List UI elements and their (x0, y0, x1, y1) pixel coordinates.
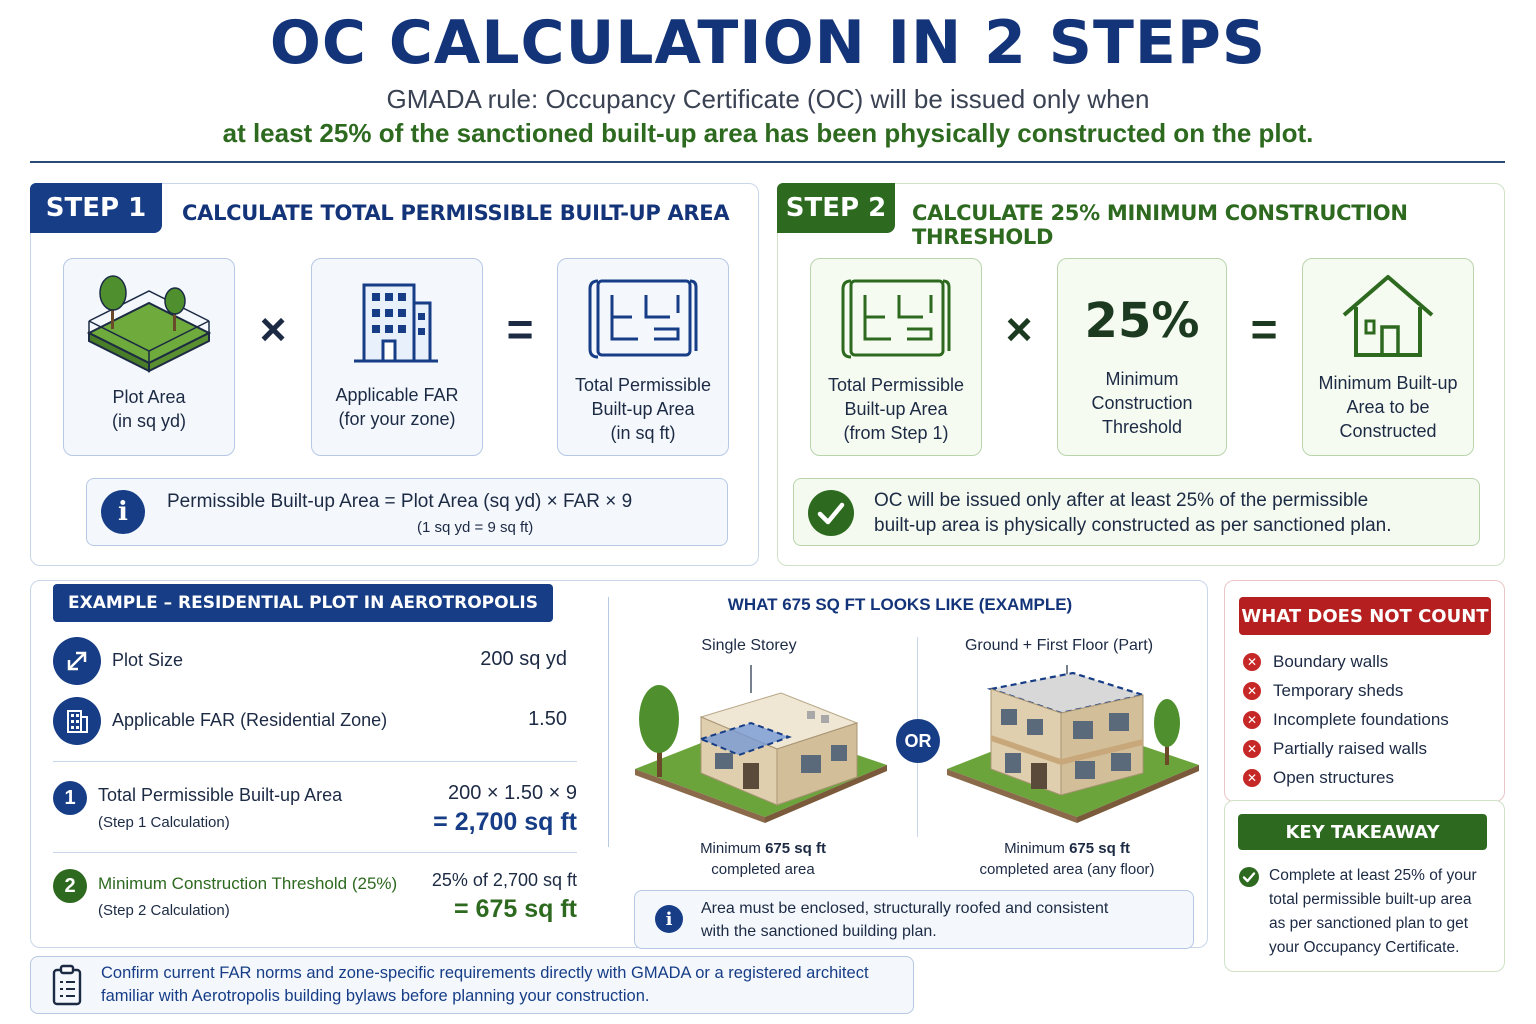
resize-icon (53, 637, 101, 685)
enclosure-note (634, 890, 1194, 949)
far-label: Applicable FAR (for your zone) (335, 385, 459, 429)
example-badge: EXAMPLE – RESIDENTIAL PLOT IN AEROTROPOLIS (53, 584, 553, 622)
calc2-label: Minimum Construction Threshold (25%) (98, 874, 398, 893)
far-box (311, 258, 483, 456)
list-item (1243, 647, 1449, 676)
list-item-label: Temporary sheds (1273, 680, 1404, 700)
minimum-builtup-box (1302, 258, 1474, 456)
page-title: OC CALCULATION IN 2 STEPS (269, 8, 1267, 78)
list-item-label: Incomplete foundations (1273, 709, 1449, 729)
footer-note (30, 956, 914, 1014)
visual-title: WHAT 675 SQ FT LOOKS LIKE (EXAMPLE) (727, 595, 1073, 614)
oc-note-line1: OC will be issued only after at least 25% of the permissible (874, 490, 1369, 511)
example-divider (53, 852, 577, 853)
list-item (1243, 763, 1449, 792)
calc1-label: Total Permissible Built-up Area (98, 785, 343, 805)
x-icon: ✕ (1243, 711, 1261, 729)
list-item-label: Boundary walls (1273, 651, 1389, 671)
multiply-operator: × (259, 303, 287, 355)
equals-operator: = (1250, 303, 1278, 355)
calc1-sub: (Step 1 Calculation) (98, 814, 230, 831)
list-item-label: Partially raised walls (1273, 738, 1427, 758)
far-row-label: Applicable FAR (Residential Zone) (112, 710, 388, 730)
list-item (1243, 734, 1449, 763)
section-divider (608, 597, 609, 847)
plot-size-value: 200 sq yd (480, 648, 567, 670)
plot-size-label: Plot Size (112, 650, 184, 670)
takeaway-text (1269, 864, 1477, 960)
caption-prefix: Minimum (1004, 840, 1070, 857)
oc-note-line2: built-up area is physically constructed as per sanctioned plan. (874, 515, 1392, 536)
footer-line2: familiar with Aerotropolis building bylaws before planning your construction. (101, 987, 650, 1005)
step2-panel (777, 183, 1505, 566)
far-row-value: 1.50 (528, 708, 567, 730)
check-circle-icon (1239, 867, 1259, 887)
blueprint-icon (841, 273, 951, 361)
info-icon: i (101, 490, 145, 534)
calc2-result: = 675 sq ft (454, 895, 577, 923)
takeaway-panel (1224, 800, 1505, 972)
clipboard-icon (51, 964, 83, 1006)
caption-line2: completed area (711, 861, 815, 878)
takeaway-title: KEY TAKEAWAY (1238, 814, 1487, 850)
caption-line2: completed area (any floor) (979, 861, 1155, 878)
building-icon (53, 697, 101, 745)
example-divider (53, 761, 577, 762)
example-panel (30, 580, 1208, 948)
total-permissible-box (557, 258, 729, 456)
oc-issue-note (793, 478, 1480, 546)
threshold-box (1057, 258, 1227, 456)
subtitle-threshold: at least 25% of the sanctioned built-up area has been physically constructed on the plot. (222, 118, 1314, 148)
takeaway-line: as per sanctioned plan to get (1269, 915, 1469, 932)
enclosure-note-line1: Area must be enclosed, structurally roofed and consistent (701, 900, 1109, 917)
house-icon (1338, 271, 1438, 361)
total-permissible-label: Total Permissible Built-up Area (in sq ft) (574, 375, 712, 443)
calc2-expression: 25% of 2,700 sq ft (431, 870, 577, 890)
single-storey-caption (651, 838, 875, 880)
calc1-result: = 2,700 sq ft (433, 808, 577, 836)
or-badge: OR (896, 719, 940, 763)
check-circle-icon (808, 490, 854, 536)
not-count-title: WHAT DOES NOT COUNT (1239, 597, 1491, 635)
equals-operator: = (506, 303, 534, 355)
x-icon: ✕ (1243, 740, 1261, 758)
step2-badge: STEP 2 (777, 183, 895, 233)
list-item-label: Open structures (1273, 767, 1394, 787)
takeaway-line: Complete at least 25% of your (1269, 867, 1477, 884)
calc1-number: 1 (53, 781, 87, 815)
multiply-operator: × (1005, 303, 1033, 355)
blueprint-icon (588, 273, 698, 361)
plot-icon (79, 273, 219, 373)
step2-title: CALCULATE 25% MINIMUM CONSTRUCTION THRESHOLD (912, 201, 1408, 249)
calc1-expression: 200 × 1.50 × 9 (447, 782, 577, 804)
building-icon (352, 273, 442, 365)
calc2-number: 2 (53, 869, 87, 903)
threshold-percent: 25% (1084, 293, 1200, 349)
subtitle-rule: GMADA rule: Occupancy Certificate (OC) will be issued only when (386, 84, 1150, 114)
minimum-builtup-label: Minimum Built-up Area to be Constructed (1318, 373, 1458, 441)
caption-prefix: Minimum (700, 840, 766, 857)
not-count-panel (1224, 580, 1505, 802)
takeaway-line: total permissible built-up area (1269, 891, 1472, 908)
plot-area-label: Plot Area (in sq yd) (111, 387, 187, 431)
x-icon: ✕ (1243, 769, 1261, 787)
x-icon: ✕ (1243, 682, 1261, 700)
list-item (1243, 676, 1449, 705)
step1-panel (30, 183, 759, 566)
threshold-label: Minimum Construction Threshold (1091, 369, 1193, 437)
single-storey-house-illustration (631, 665, 891, 825)
formula-bar (86, 478, 728, 546)
formula-note: (1 sq yd = 9 sq ft) (417, 519, 534, 536)
two-floor-house-illustration (943, 665, 1203, 825)
enclosure-note-line2: with the sanctioned building plan. (701, 923, 937, 940)
calc2-sub: (Step 2 Calculation) (98, 902, 230, 919)
list-item (1243, 705, 1449, 734)
info-icon: i (655, 905, 683, 933)
from-step1-label: Total Permissible Built-up Area (from Step 1) (827, 375, 965, 443)
takeaway-line: your Occupancy Certificate. (1269, 939, 1460, 956)
caption-area: 675 sq ft (765, 840, 826, 857)
header-divider (30, 161, 1505, 163)
footer-line1: Confirm current FAR norms and zone-specific requirements directly with GMADA or a registered architect (101, 964, 869, 982)
two-floor-caption (947, 838, 1187, 880)
single-storey-title: Single Storey (701, 637, 797, 654)
from-step1-box (810, 258, 982, 456)
step1-title: CALCULATE TOTAL PERMISSIBLE BUILT-UP AREA (182, 201, 730, 225)
caption-area: 675 sq ft (1069, 840, 1130, 857)
step1-badge: STEP 1 (30, 183, 162, 233)
two-floor-title: Ground + First Floor (Part) (964, 637, 1154, 654)
plot-area-box (63, 258, 235, 456)
x-icon: ✕ (1243, 653, 1261, 671)
not-count-list (1243, 647, 1449, 792)
formula-text: Permissible Built-up Area = Plot Area (sq yd) × FAR × 9 (167, 491, 633, 512)
